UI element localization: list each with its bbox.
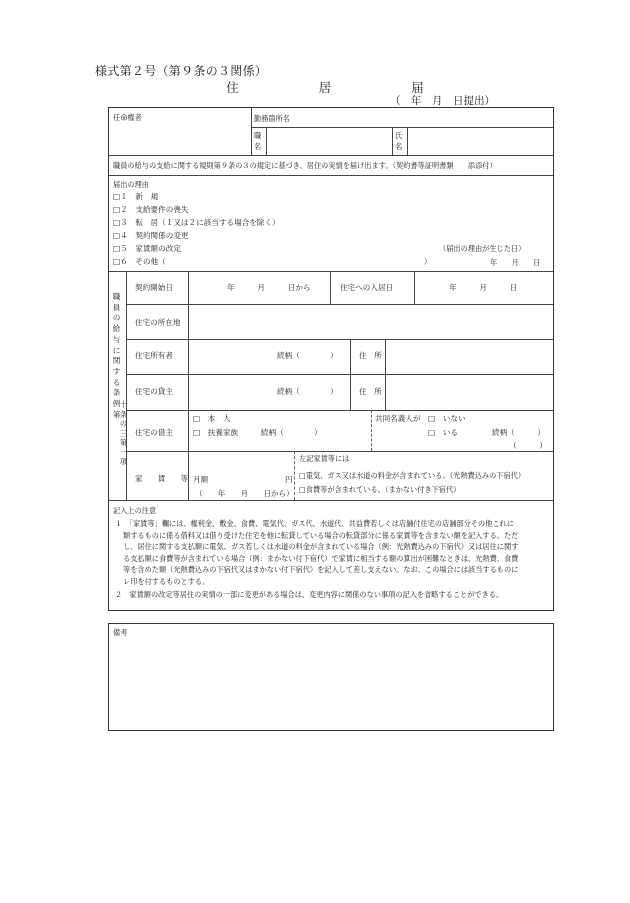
co-relation[interactable]: 続柄（ ） [492,428,546,437]
lessor-address-label: 住 所 [359,387,382,396]
rent-note-utilities[interactable]: □電気、ガス又は水道の料金が含まれている。（光熱費込みの下宿代） [299,471,526,480]
contract-start-label: 契約開始日 [135,283,173,292]
note-line-6: レ印を付するものとする。 [123,576,210,586]
co-none-checkbox[interactable]: □ いない [428,414,466,423]
move-in-label: 住宅への入居日 [340,283,394,292]
appointer-label: 任命権者 [113,113,142,122]
note-line-4: る支払額に食費等が含まれている場合（例：まかない付下宿代）で家賃に相当する額の算出が困難なときは、光熱費、食費 [123,553,519,563]
name-field[interactable] [409,128,553,154]
main-form [108,107,554,611]
note-line-2: 類するものに係る借料又は借り受けた住宅を他に転貸している場合の転貸部分に係る家賃等を含まない額を記入する。ただ [123,530,519,540]
reason-move[interactable]: □３ 転 居（１又は２に該当する場合を除く） [113,218,280,227]
co-name-label: 共同名義人が [375,414,421,423]
borrower-family-checkbox[interactable]: □ 扶養家族 続柄（ ） [193,428,322,437]
owner-address-label: 住 所 [359,351,382,360]
owner-relation[interactable]: 続柄（ ） [277,351,338,360]
title-char-3: 届 [411,80,424,95]
office-label: 勤務箇所名 [254,114,290,123]
reason-contract-change[interactable]: □４ 契約関係の変更 [113,231,189,240]
position-field[interactable] [268,128,391,154]
regulation-side-sublabel: 十条の三第一項 [119,400,128,466]
form-number: 様式第２号（第９条の３関係） [95,64,268,78]
office-field[interactable] [298,109,553,126]
regulation-side-label: 職員の給与に関する条例第 [112,292,121,419]
notes-heading: 記入上の注意 [113,506,157,515]
owner-label: 住宅所有者 [135,351,173,360]
note-line-7: ２ 家賃額の改定等居住の実情の一部に変更がある場合は、変更内容に関係のない事項の記入を省略することができる。 [115,590,504,599]
rent-note-meals[interactable]: □食費等が含まれている。（まかない付き下宿代） [299,485,461,494]
remarks-label: 備考 [113,628,128,637]
title-char-1: 住 [226,80,239,95]
co-relation-paren: （ ） [509,441,547,450]
yen-unit: 円 [285,475,293,484]
contract-start-value[interactable]: 年 月 日から [227,283,311,292]
note-line-5: 等を含めた額（光熱費込みの下宿代又はまかない付下宿代）を記入して差し支えない。なお、この場合には該当するものに [123,565,519,574]
note-line-1: １ 「家賃等」欄には、権利金、敷金、食費、電気代、ガス代、水道代、共益費若しくは店舗付住宅の店舗部分その他これに [115,519,514,528]
declaration-text: 職員の給与の支給に関する規則第９条の３の規定に基づき、居住の実情を届け出ます。（契約書等証明書類 添添付） [113,161,497,170]
reason-heading: 届出の理由 [113,180,149,189]
rent-label: 家 賃 等 [135,474,189,483]
reason-loss[interactable]: □２ 支給要件の喪失 [113,205,189,214]
submission-date: （ 年 月 日提出） [390,95,495,107]
address-field[interactable] [190,306,552,338]
borrower-label: 住宅の借主 [135,428,173,437]
position-label: 職名 [254,131,262,151]
lessor-relation[interactable]: 続柄（ ） [277,387,338,396]
rent-from-date[interactable]: （ 年 月 日から） [195,489,294,498]
borrower-self-checkbox[interactable]: □ 本 人 [193,414,231,423]
note-line-3: し、居住に関する支払額に電気、ガス若しくは水道の料金が含まれている場合（例：光熱費込みの下宿代）又は居住に関す [123,542,519,551]
address-label: 住宅の所在地 [135,318,181,327]
reason-new[interactable]: □１ 新 規 [113,192,159,201]
reason-rent-revision[interactable]: □５ 家賃額の改定 [113,244,181,253]
lessor-label: 住宅の貸主 [135,387,173,396]
reason-other[interactable]: □６ その他（ ） [113,257,432,266]
remarks-box[interactable] [108,623,554,731]
reason-occurred-date: 年 月 日 [490,258,541,267]
rent-note-heading: 左記家賃等には [299,454,350,463]
title-char-2: 居 [318,80,332,95]
move-in-value[interactable]: 年 月 日 [449,283,518,292]
monthly-label: 月額 [193,475,209,484]
co-exists-checkbox[interactable]: □ いる [428,428,458,437]
reason-occurred-label: （届出の理由が生じた日） [439,244,526,253]
name-label: 氏名 [395,131,403,151]
